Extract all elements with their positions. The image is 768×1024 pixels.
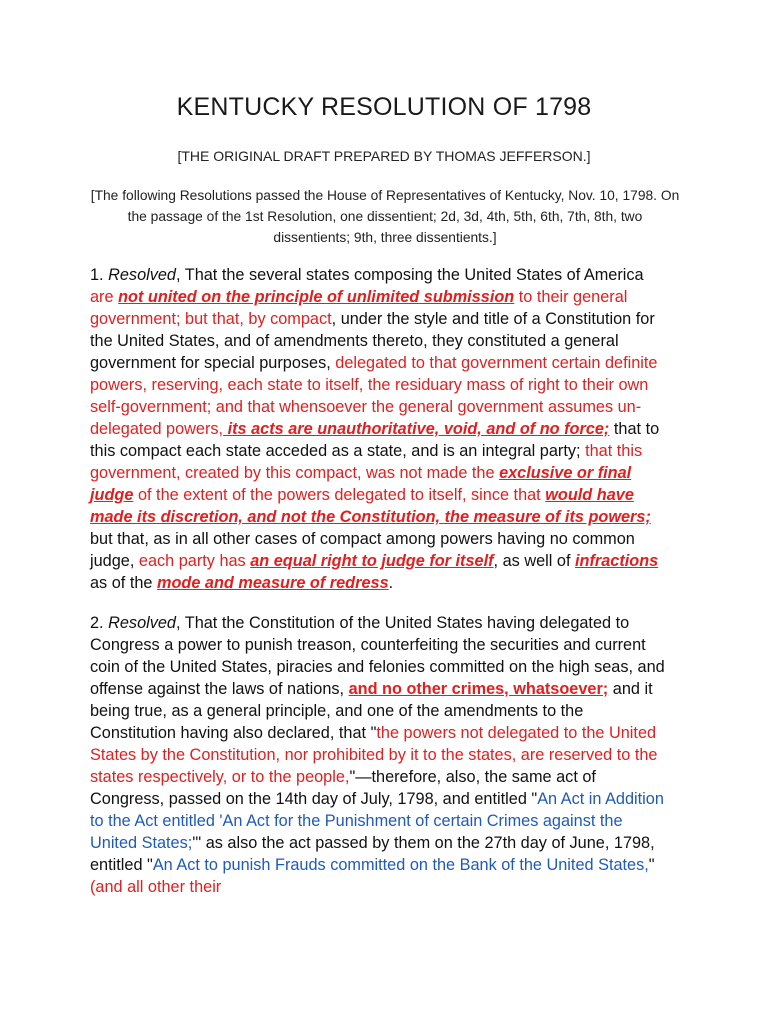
text: , That the several states composing the United States of America <box>176 266 644 284</box>
text: "—therefore, also, the same act of Congress, passed on the 14th day of July, 1798, and entitled " <box>90 768 596 808</box>
highlight-blue: An Act to punish Frauds committed on the Bank of the United States, <box>152 856 649 874</box>
document-title: KENTUCKY RESOLUTION OF 1798 <box>176 93 592 121</box>
highlight-red: are <box>90 288 119 306</box>
resolved-label: Resolved <box>108 614 176 632</box>
highlight-red: the powers not delegated to the United States by the Constitution, nor prohibited by it to the states, are reserved to the states respectively, or to the people, <box>90 724 658 786</box>
highlight-red: each party has <box>138 552 251 570</box>
text: but that, as in all other cases of compact among powers having no common judge, <box>90 530 635 570</box>
text: 1. <box>90 266 109 284</box>
highlight-blue: An Act in Addition to the Act entitled 'An Act for the Punishment of certain Crimes against the United States; <box>90 790 664 852</box>
intro-note: [The following Resolutions passed the House of Representatives of Kentucky, Nov. 10, 1798. On the passage of the 1st Resolution, one dissentient; 2d, 3d, 4th, 5th, 6th, 7th, 8th, two dissentients; 9th, three dissentients.] <box>90 188 680 245</box>
text: . <box>388 574 394 592</box>
resolution-2 <box>90 612 670 898</box>
highlight-red: (and all other their <box>90 878 222 896</box>
resolution-1 <box>90 264 670 594</box>
highlight-red-emphasis: would have made its discretion, and not the Constitution, the measure of its powers; <box>90 486 651 526</box>
highlight-red-emphasis: and no other crimes, whatsoever; <box>348 680 609 698</box>
text: '" as also the act passed by them on the 27th day of June, 1798, entitled " <box>90 834 655 874</box>
highlight-red-emphasis: an equal right to judge for itself <box>250 552 494 570</box>
highlight-red-emphasis: not united on the principle of unlimited submission <box>118 288 515 306</box>
text: and it being true, as a general principle, and one of the amendments to the Constitution having also declared, that " <box>90 680 653 742</box>
text: , under the style and title of a Constitution for the United States, and of amendments thereto, they constituted a general government for special purposes, <box>90 310 655 372</box>
highlight-red-emphasis: exclusive or final judge <box>90 464 632 504</box>
text: " <box>648 856 655 874</box>
text: , as well of <box>493 552 575 570</box>
text: , That the Constitution of the United States having delegated to Congress a power to punish treason, counterfeiting the securities and current coin of the United States, piracies and felonies committed on the high seas, and offense against the laws of nations, <box>90 614 665 698</box>
highlight-red: of the extent of the powers delegated to itself, since that <box>133 486 546 504</box>
text: that to this compact each state acceded as a state, and is an integral party; <box>90 420 660 460</box>
highlight-red: that this government, created by this compact, was not made the <box>90 442 643 482</box>
highlight-red-emphasis: mode and measure of redress <box>156 574 389 592</box>
highlight-red: delegated to that government certain definite powers, reserving, each state to itself, the residuary mass of right to their own self-government; and that whensoever the general government assumes un-delegated powers, <box>90 354 658 438</box>
highlight-red-emphasis: infractions <box>575 552 659 570</box>
text: 2. <box>90 614 109 632</box>
document-subtitle: [THE ORIGINAL DRAFT PREPARED BY THOMAS JEFFERSON.] <box>177 148 591 164</box>
highlight-red-emphasis: its acts are unauthoritative, void, and of no force; <box>223 420 610 438</box>
resolved-label: Resolved <box>108 266 176 284</box>
text: as of the <box>90 574 157 592</box>
highlight-red: to their general government; but that, by compact <box>90 288 628 328</box>
